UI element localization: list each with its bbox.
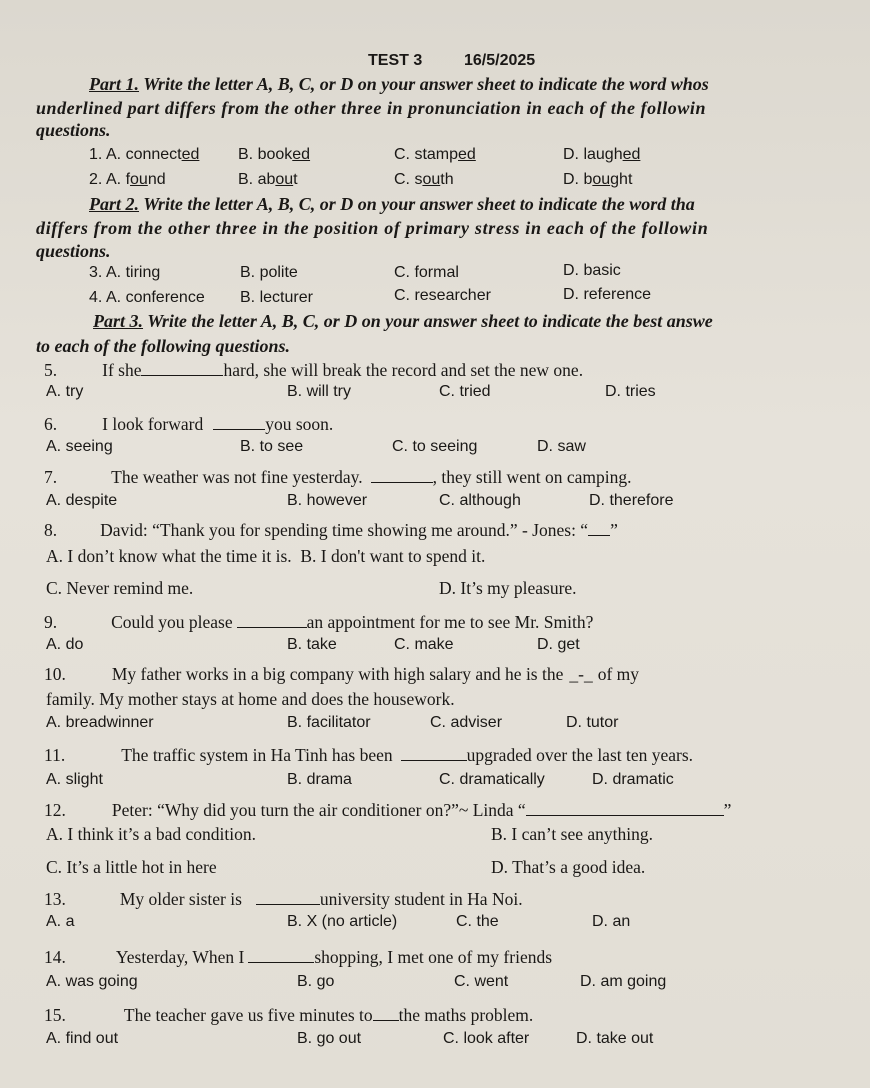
q8-option-d: D. It’s my pleasure. (439, 578, 577, 598)
q3-option-d: D. basic (563, 262, 621, 279)
q10-option-d: D. tutor (566, 714, 619, 731)
part3-instruction-line1: Part 3. Write the letter A, B, C, or D on your answer sheet to indicate the best answe (93, 311, 713, 331)
q3-option-c: C. formal (394, 264, 459, 281)
q12-option-b: B. I can’t see anything. (491, 824, 653, 844)
q5-stem: 5. If she hard, she will break the record and set the new one. (44, 360, 584, 380)
q15-option-c: C. look after (443, 1030, 530, 1047)
q6-stem: 6. I look forward you soon. (44, 414, 334, 434)
q12-option-d: D. That’s a good idea. (491, 857, 646, 877)
q13-option-d: D. an (592, 913, 631, 930)
q2-option-a: A. found (106, 171, 166, 188)
q1-option-c: C. stamped (394, 146, 476, 163)
q10-stem-line2: family. My mother stays at home and does the housework. (46, 689, 455, 709)
q7-stem: 7. The weather was not fine yesterday. , they still went on camping. (44, 467, 632, 487)
q7-option-b: B. however (287, 492, 368, 509)
q1-number: 1. (89, 146, 103, 163)
q12-stem: 12. Peter: “Why did you turn the air conditioner on?”~ Linda “ ” (44, 800, 732, 820)
q4-option-d: D. reference (563, 286, 652, 303)
part3-label: Part 3. (93, 311, 144, 331)
q4-option-a: A. conference (106, 289, 205, 306)
q14-option-d: D. am going (580, 973, 667, 990)
q3-option-a: A. tiring (106, 264, 161, 281)
q11-option-b: B. drama (287, 771, 352, 788)
q9-stem: 9. Could you please an appointment for me to see Mr. Smith? (44, 612, 594, 632)
q1-option-d: D. laughed (563, 146, 641, 163)
q14-stem: 14. Yesterday, When I shopping, I met one of my friends (44, 947, 553, 967)
part1-label: Part 1. (89, 74, 140, 94)
q13-stem: 13. My older sister is university student in Ha Noi. (44, 889, 523, 909)
part2-instruction-line1: Part 2. Write the letter A, B, C, or D on your answer sheet to indicate the word tha (89, 194, 695, 214)
q11-option-d: D. dramatic (592, 771, 674, 788)
q5-option-a: A. try (46, 383, 84, 400)
q2-option-c: C. south (394, 171, 454, 188)
q5-option-b: B. will try (287, 383, 351, 400)
q6-option-d: D. saw (537, 438, 586, 455)
q12-option-c: C. It’s a little hot in here (46, 857, 217, 877)
q6-option-b: B. to see (240, 438, 304, 455)
part2-instruction-line3: questions. (36, 241, 111, 261)
q11-option-a: A. slight (46, 771, 103, 788)
q11-stem: 11. The traffic system in Ha Tinh has been upgraded over the last ten years. (44, 745, 694, 765)
q12-option-a: A. I think it’s a bad condition. (46, 824, 256, 844)
q8-option-a: A. I don’t know what the time it is. (46, 546, 292, 566)
q4-option-c: C. researcher (394, 287, 491, 304)
part3-instruction-line2: to each of the following questions. (36, 336, 291, 356)
test-title: TEST 3 (368, 52, 423, 69)
q9-option-c: C. make (394, 636, 454, 653)
q1-option-a: A. connected (106, 146, 200, 163)
q2-option-d: D. bought (563, 171, 633, 188)
q14-option-b: B. go (297, 973, 335, 990)
q5-option-c: C. tried (439, 383, 491, 400)
part1-instruction-line1: Part 1. Write the letter A, B, C, or D on your answer sheet to indicate the word whos (89, 74, 709, 94)
part1-instruction-line3: questions. (36, 120, 111, 140)
q5-option-d: D. tries (605, 383, 656, 400)
q2-number: 2. (89, 171, 103, 188)
q3-number: 3. (89, 264, 103, 281)
q6-option-c: C. to seeing (392, 438, 478, 455)
q7-option-c: C. although (439, 492, 521, 509)
q15-option-a: A. find out (46, 1030, 119, 1047)
q3-option-b: B. polite (240, 264, 298, 281)
q14-option-a: A. was going (46, 973, 138, 990)
q14-option-c: C. went (454, 973, 509, 990)
q15-stem: 15. The teacher gave us five minutes to the maths problem. (44, 1005, 534, 1025)
part1-instruction-line2: underlined part differs from the other three in pronunciation in each of the followin (36, 98, 706, 118)
q11-option-c: C. dramatically (439, 771, 545, 788)
part2-instruction-line2: differs from the other three in the position of primary stress in each of the followin (36, 218, 709, 238)
q9-option-a: A. do (46, 636, 84, 653)
q10-option-c: C. adviser (430, 714, 503, 731)
q9-option-d: D. get (537, 636, 580, 653)
q13-option-a: A. a (46, 913, 75, 930)
q10-option-a: A. breadwinner (46, 714, 154, 731)
q15-option-d: D. take out (576, 1030, 654, 1047)
q8-options-ab (46, 546, 485, 567)
q7-option-d: D. therefore (589, 492, 674, 509)
q6-option-a: A. seeing (46, 438, 113, 455)
q1-option-b: B. booked (238, 146, 311, 163)
q2-option-b: B. about (238, 171, 298, 188)
q13-option-b: B. X (no article) (287, 913, 398, 930)
q10-option-b: B. facilitator (287, 714, 371, 731)
q8-option-c: C. Never remind me. (46, 578, 194, 598)
q4-number: 4. (89, 289, 103, 306)
q9-option-b: B. take (287, 636, 337, 653)
q4-option-b: B. lecturer (240, 289, 313, 306)
test-date: 16/5/2025 (464, 52, 536, 69)
q15-option-b: B. go out (297, 1030, 362, 1047)
q8-option-b: B. I don't want to spend it. (300, 546, 486, 566)
q10-stem: 10. My father works in a big company with high salary and he is the _-_ of my (44, 664, 640, 684)
q13-option-c: C. the (456, 913, 499, 930)
part2-label: Part 2. (89, 194, 140, 214)
q8-stem: 8. David: “Thank you for spending time showing me around.” - Jones: “ ” (44, 520, 618, 540)
q7-option-a: A. despite (46, 492, 118, 509)
